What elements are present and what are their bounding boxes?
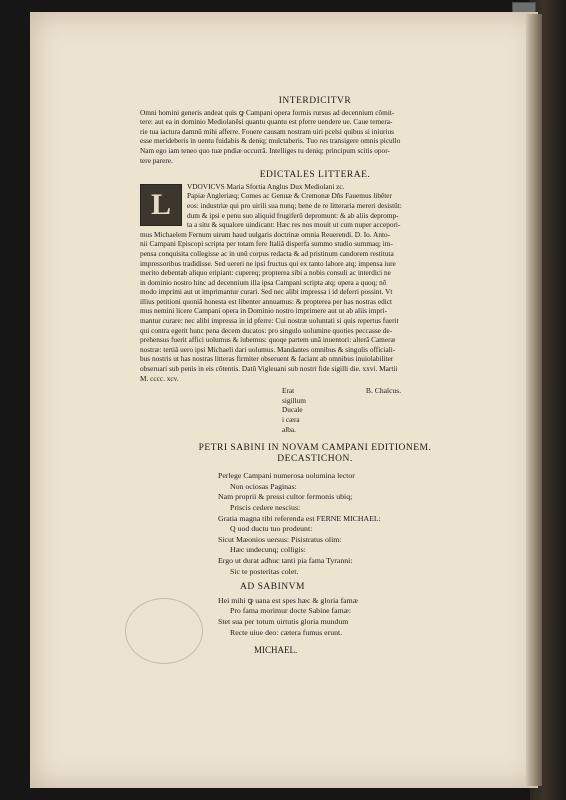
poem-line: Hei mihi ꝙ uana est spes hæc & gloria famæ [218, 595, 358, 605]
interdict-line: rie tua iactura damnũ mihi afferre. Fouere causam nostram uiri pcelsi quibus si iniurius [140, 126, 394, 136]
poem-line: Hæc undecunq; colligis: [230, 545, 306, 555]
edict-line: nostræ: tertiã uero ipsi Michaeli dari uolumus. Mandantes omnibus & singulis officiali- [140, 344, 396, 354]
edict-line: mus nemini licere Campani opera in Dominio nostro imprimere aut ut ab aliis impri- [140, 306, 388, 316]
seal-line: Ducale [282, 405, 303, 415]
interdict-line: tere: aut ea in dominio Mediolanẽsi quantu quantu est pferre uendere ue. Caue temera- [140, 117, 393, 127]
heading-sabini-line2: DECASTICHON. [277, 454, 353, 465]
edict-line: in dominio nostro hinc ad decennium illa ipsa Campani scripta atq; opera a quoq; nõ [140, 277, 387, 287]
edict-line: mus Michaelem Fernum uirum haud uulgaris doctrinæ omnia Reuerendi. D. Io. Anto- [140, 229, 391, 239]
poem-line: Recte uiue deo: cætera fumus erunt. [230, 627, 343, 637]
seal-line: sigillum [282, 395, 306, 405]
poem-line: Sic te posteritas colet. [230, 566, 299, 576]
poem-line: Q uod ductu tuo prodeunt: [230, 524, 313, 534]
heading-sabini-line1: PETRI SABINI IN NOVAM CAMPANI EDITIONEM. [198, 443, 432, 454]
heading-interdicitur: INTERDICITVR [278, 96, 352, 106]
signature: B. Chalcus. [365, 386, 402, 396]
decorated-initial [140, 184, 182, 226]
closing-name: MICHAEL. [254, 645, 298, 656]
heading-sabini [140, 443, 490, 465]
interdict-line: esse merideberis in uentu fuidabis & deniq; mulctaberis. Tuo res transigere omnis picullo [140, 136, 401, 146]
edict-line: VDOVICVS Maria Sfortia Anglus Dux Mediolani zc. [187, 181, 345, 191]
edict-line: M. cccc. xcv. [140, 373, 179, 383]
page-edge-shadow [526, 14, 542, 786]
edict-line: mantur curare: nec alibi impressa in id pferre: Cui nostræ uoluntati si quis repertus fuerit [140, 316, 399, 326]
edict-line: bus nostris ut has nostras litteras firmiter obseruent & faciant ab omnibus inuiolabiliter [140, 354, 394, 364]
interdict-line: Omni homini generis andeat quis ꝙ Campani opera formis rursus ad decennium cõmit- [140, 107, 395, 117]
initial-letter: L [150, 187, 171, 221]
decastichon-poem [218, 471, 490, 577]
seal-line: alba. [282, 424, 296, 434]
edict-line: pensa conquisita collegisse ac in unũ corpus redacta & ad pristinum candorem restituta [140, 248, 394, 258]
poem-line: Perlege Campani numerosa uolumina lector [218, 471, 355, 481]
edict-line: nii Campani Episcopi scripta per totam fere Italiã disperfa summo studio summaq; im- [140, 239, 393, 249]
heading-ad-sabinum: AD SABINVM [240, 582, 305, 593]
edict-line: eos: industriæ qui pro uirili sua nunq; bene de re litteraria mereri desistũt: [187, 200, 402, 210]
poem-line: Ergo ut durat adhuc tanti pia fama Tyranni: [218, 555, 353, 565]
edict-line: prehensus fuerit affici uolumus & iubemus: quoqe partem unã inuentori: alterã Cameræ [140, 335, 396, 345]
edict-line: Papiæ Angleriæq; Comes ac Genuæ & Cremonæ Dñs Fauemus libẽter [187, 191, 392, 201]
poem-line: Pro fama morimur docte Sabine famæ: [230, 606, 352, 616]
poem-line: Nam proprii & pressi cultor fermonis ubiq; [218, 492, 353, 502]
seal-note [282, 386, 306, 434]
edict-line: merito debentab aliquo eripiant: cupereq; propterea sibi a nobis consuli ac interdici ne [140, 268, 391, 278]
edict-line: obseruari sub penis in eis cõtentis. Datũ Vigleuani sub nostri fide sigilli die. xxvi. Martii [140, 364, 398, 374]
ad-sabinum-poem [218, 596, 490, 638]
poem-line: Gratia magna tibi referenda est FERNE MICHAEL: [218, 513, 381, 523]
edict-paragraph [140, 182, 490, 383]
edict-line: illius petitioni quoniã honesta est libenter annuamus: & propterea per has nostras edict [140, 296, 393, 306]
poem-line: Non ociosas Paginas: [230, 481, 297, 491]
poem-line: Stet sua per totum uirtutis gloria mundum [218, 616, 349, 626]
edict-line: impressoribus tradidisse. Sed uereri ne ipsi fructus qui ex tanto labore atq; impensa iure [140, 258, 396, 268]
seal-and-signature [140, 386, 490, 434]
seal-line: Erat [282, 386, 295, 396]
edict-line: qui contra egerit hunc pena decem ducatos: pro singulo uolumine quoties peccasse de- [140, 325, 393, 335]
edict-line: dum & ipsi e penu suo aliquid frugiferũ depromunt: & ab aliis depromp- [187, 210, 399, 220]
page-text [140, 97, 490, 656]
interdict-line: Nam ego iam teneo quo tuæ pndiæ occurrã. Intelliges tu deniq; principum scitis opor- [140, 145, 390, 155]
poem-line: Priscis cedere nescius: [230, 502, 301, 512]
interdict-paragraph [140, 108, 490, 166]
poem-line: Sicut Mæonios uersus: Pisistratus olim: [218, 534, 342, 544]
heading-edict: EDICTALES LITTERAE. [259, 170, 371, 181]
edict-line: modo imprimi aut ut imprimantur curari. Sed nec alibi impressa i id deferri possint. Vt [140, 287, 393, 297]
edict-line: ta a situ & squalore uindicant: Hæc res nos mouit ut cum nuper accepori- [187, 220, 401, 230]
seal-line: i cæra [282, 415, 300, 424]
interdict-line: tere parere. [140, 155, 173, 165]
